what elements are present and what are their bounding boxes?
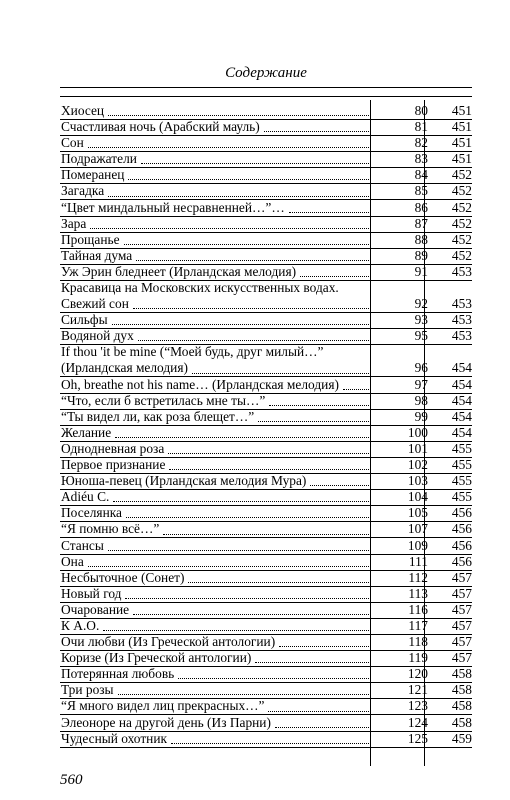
toc-entry-note-page: 452 [451,183,472,199]
toc-row [61,618,472,634]
toc-entry-note-page: 456 [451,505,472,521]
toc-entry-title: Oh, breathe not his name… (Ирландская мелодия) [61,376,339,392]
toc-entry-note-page: 453 [451,312,472,328]
toc-entry-page: 80 [414,103,428,118]
toc-entry-note-page: 457 [451,601,472,617]
running-header: Содержание [225,65,307,81]
toc-entry-page: 85 [414,183,428,199]
toc-entry-note-page: 454 [451,424,472,440]
toc-entry-note-page: 452 [451,199,472,215]
toc-entry-note-page: 457 [451,634,472,650]
toc-entry-note-page: 453 [451,328,472,344]
toc-row [61,521,472,537]
toc-row [61,328,472,344]
toc-entry-title: Сильфы [61,312,108,328]
toc-row [61,731,472,747]
toc-entry-title: Желание [61,424,112,440]
toc-entry-note-page: 452 [451,231,472,247]
toc-entry-title: Подражатели [61,151,137,167]
toc-entry-title: Померанец [61,167,125,183]
toc-entry-page: 92 [414,296,428,312]
toc-entry-note-page: 455 [451,457,472,473]
toc-entry-page: 111 [408,553,428,569]
toc-row [61,248,472,264]
toc-entry-page: 105 [407,505,428,521]
toc-entry-title: “Цвет миндальный несравненней…”… [61,199,285,215]
toc-entry-note-page: 452 [451,215,472,231]
toc-row [61,554,472,570]
toc-entry-note-page: 451 [451,103,472,118]
toc-entry-title: Юноша-певец (Ирландская мелодия Мура) [61,473,307,489]
toc-entry-page: 97 [414,376,428,392]
toc-row [61,409,472,425]
toc-entry-page: 104 [407,489,428,505]
toc-entry-page: 82 [414,135,428,151]
toc-entry-page: 117 [408,618,428,633]
toc-row [61,425,472,441]
toc-row [61,216,472,232]
toc-entry-page: 124 [407,714,428,730]
toc-row [61,441,472,457]
toc-entry-title: Счастливая ночь (Арабский мауль) [61,119,260,135]
toc-entry-note-page: 451 [451,135,472,151]
toc-entry-page: 116 [408,601,428,617]
toc-entry-note-page: 455 [451,489,472,505]
toc-entry-page: 95 [414,328,428,344]
toc-entry-title: Уж Эрин бледнеет (Ирландская мелодия) [61,263,297,279]
toc-entry-note-page: 457 [451,585,472,601]
toc-entry-page: 93 [414,312,428,328]
toc-entry-page: 102 [407,457,428,473]
toc-entry-note-page: 459 [451,730,472,746]
toc-entry-page: 123 [407,698,428,714]
toc-entry-title: Потерянная любовь [61,666,175,682]
toc-row [61,135,472,151]
toc-entry-page: 88 [414,231,428,247]
toc-entry-page: 91 [414,263,428,279]
toc-entry-title: Загадка [61,183,105,199]
toc-entry-note-page: 454 [451,408,472,424]
toc-row [61,200,472,216]
toc-entry-note-page: 453 [451,296,472,312]
toc-row [61,570,472,586]
page-number: 560 [60,772,83,788]
toc-entry-note-page: 458 [451,682,472,698]
toc-entry-note-page: 458 [451,714,472,730]
toc-entry-page: 121 [407,682,428,698]
toc-entry-title: “Ты видел ли, как роза блещет…” [61,408,255,424]
toc-entry-title: Прощанье [61,231,120,247]
toc-entry-note-page: 456 [451,521,472,537]
toc-row [61,650,472,666]
toc-entry-page: 81 [414,119,428,135]
toc-entry-title: “Я много видел лиц прекрасных…” [61,698,265,714]
toc-row [61,538,472,554]
toc-row [61,167,472,183]
toc-entry-title: “Я помню всё…” [61,521,160,537]
toc-entry-title: Водяной дух [61,328,134,344]
toc-entry-note-page: 456 [451,537,472,553]
toc-row [61,377,472,393]
toc-entry-title: Тайная дума [61,247,133,263]
toc-row [61,393,472,409]
toc-entry-page: 125 [407,730,428,746]
toc-entry-page: 98 [414,392,428,408]
toc-entry-title: Первое признание [61,457,166,473]
toc-entry-title: Сон [61,135,84,151]
toc-entry-title: Adiéu С. [61,489,110,505]
toc-entry-title: Три розы [61,682,114,698]
contents-table [61,103,472,747]
toc-entry-note-page: 451 [451,119,472,135]
toc-entry-title: Зара [61,215,87,231]
header-rule-bottom [60,96,472,97]
toc-row [61,698,472,714]
toc-row [61,103,472,119]
toc-entry-note-page: 452 [451,167,472,183]
toc-entry-title: Однодневная роза [61,440,165,456]
toc-entry-note-page: 455 [451,440,472,456]
toc-entry-page: 86 [414,199,428,215]
toc-entry-page: 83 [414,151,428,167]
toc-entry-note-page: 457 [451,650,472,666]
toc-entry-page: 101 [407,440,428,456]
toc-row [61,264,472,280]
toc-row [61,666,472,682]
toc-entry-note-page: 458 [451,698,472,714]
toc-entry-note-page: 457 [451,569,472,585]
toc-entry-title: If thou 'it be mine (“Моей будь, друг милый…” (Ирландская мелодия) [61,344,324,376]
toc-entry-page: 89 [414,247,428,263]
toc-row [61,183,472,199]
toc-entry-note-page: 453 [451,263,472,279]
toc-row [61,457,472,473]
toc-entry-title: Чудесный охотник [61,730,168,746]
toc-entry-page: 113 [408,585,428,601]
toc-entry-page: 120 [407,666,428,682]
toc-row [61,602,472,618]
toc-entry-title: Элеоноре на другой день (Из Парни) [61,714,271,730]
toc-entry-title: Поселянка [61,505,123,521]
toc-row [61,151,472,167]
toc-entry-page: 96 [414,360,428,376]
toc-entry-title: Коризе (Из Греческой антологии) [61,650,252,666]
toc-entry-note-page: 458 [451,666,472,682]
toc-entry-page: 107 [407,521,428,537]
toc-row [61,489,472,505]
toc-entry-note-page: 452 [451,247,472,263]
toc-entry-note-page: 454 [451,376,472,392]
toc-row [61,344,472,376]
toc-entry-page: 103 [407,473,428,489]
toc-row [61,312,472,328]
toc-entry-page: 87 [414,215,428,231]
toc-entry-note-page: 454 [451,392,472,408]
toc-entry-title: Очи любви (Из Греческой антологии) [61,634,276,650]
toc-row [61,473,472,489]
toc-entry-title: Очарование [61,601,130,617]
toc-entry-title: Стансы [61,537,104,553]
toc-entry-title: Хиосец [61,103,105,118]
toc-entry-page: 109 [407,537,428,553]
toc-entry-note-page: 456 [451,553,472,569]
toc-entry-page: 100 [407,424,428,440]
toc-entry-title: Новый год [61,585,122,601]
toc-entry-page: 118 [408,634,428,650]
toc-entry-page: 112 [408,569,428,585]
toc-row [61,119,472,135]
toc-row [61,715,472,731]
toc-entry-title: Она [61,553,84,569]
toc-row [61,682,472,698]
toc-entry-note-page: 455 [451,473,472,489]
toc-entry-title: Красавица на Московских искусственных водах. Свежий сон [61,280,339,312]
toc-entry-page: 99 [414,408,428,424]
toc-row [61,586,472,602]
toc-row [61,232,472,248]
toc-entry-note-page: 457 [451,618,472,633]
toc-row [61,505,472,521]
toc-entry-title: Несбыточное (Сонет) [61,569,185,585]
toc-entry-title: К А.О. [61,618,100,633]
header-rule-top [60,87,472,88]
toc-entry-page: 119 [408,650,428,666]
toc-entry-page: 84 [414,167,428,183]
toc-entry-note-page: 454 [451,360,472,376]
toc-row [61,634,472,650]
toc-entry-note-page: 451 [451,151,472,167]
toc-row [61,280,472,312]
toc-entry-title: “Что, если б встретилась мне ты…” [61,392,266,408]
